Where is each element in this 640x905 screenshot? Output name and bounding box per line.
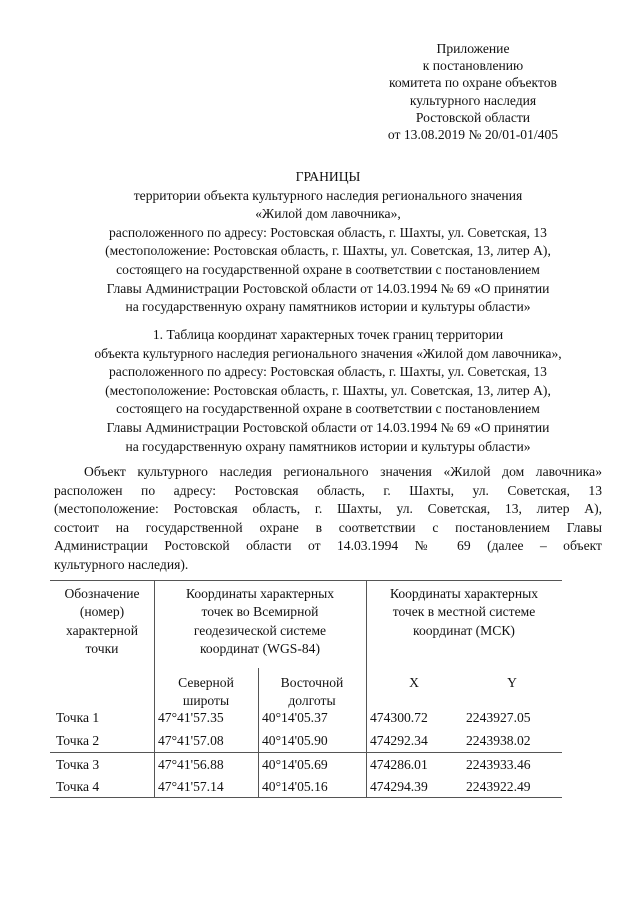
page-title: ГРАНИЦЫ (295, 169, 361, 184)
header-text: Обозначение (64, 586, 140, 601)
paragraph-line: состоит на государственной охране в соответствии с постановлением Главы (54, 519, 602, 535)
header-text: Y (507, 675, 517, 690)
cell-north: 47°41'57.35 (158, 710, 224, 725)
cell-east: 40°14'05.16 (262, 779, 328, 794)
header-text: геодезической системе (193, 622, 327, 638)
title-line: Главы Администрации Ростовской области от 14.03.1994 № 69 «О принятии (106, 280, 550, 296)
paragraph-line: Объект культурного наследия регионального значения «Жилой дом лавочника» (84, 464, 602, 479)
appendix-header (358, 40, 588, 143)
appendix-line: культурного наследия (409, 92, 537, 108)
title-line: расположенного по адресу: Ростовская область, г. Шахты, ул. Советская, 13 (109, 224, 547, 240)
cell-point: Точка 4 (56, 779, 100, 794)
title-line: состоящего на государственной охране в соответствии с постановлением (116, 261, 540, 277)
cell-north: 47°41'57.14 (158, 779, 224, 794)
header-text: широты (182, 693, 230, 709)
header-x (366, 674, 462, 692)
cell-y: 2243938.02 (466, 733, 531, 748)
table-title-line: (местоположение: Ростовская область, г. Шахты, ул. Советская, 13, литер А), (105, 382, 551, 398)
description-paragraph (54, 463, 602, 575)
paragraph-line: Администрации Ростовской области от 14.03.1994 № 69 (далее – объект (54, 538, 602, 554)
table-top-border (50, 580, 562, 581)
cell-north: 47°41'56.88 (158, 757, 224, 772)
appendix-line: к постановлению (422, 58, 524, 74)
table-title-line: 1. Таблица координат характерных точек границ территории (152, 327, 504, 342)
table-title-block (54, 326, 602, 456)
paragraph-line: (местоположение: Ростовская область, г. Шахты, ул. Советская, 13, литер А), (54, 501, 602, 517)
cell-y: 2243933.46 (466, 757, 531, 772)
cell-east: 40°14'05.90 (262, 733, 328, 748)
cell-x: 474294.39 (370, 779, 428, 794)
header-north-latitude (154, 674, 258, 711)
paragraph-line: культурного наследия). (54, 556, 189, 572)
header-wgs84 (154, 585, 366, 659)
header-msk (366, 585, 562, 640)
appendix-line: комитета по охране объектов (389, 75, 557, 91)
header-y (462, 674, 562, 692)
header-text: точек во Всемирной (201, 604, 319, 620)
header-text: координат (МСК) (413, 622, 515, 638)
header-text: Координаты характерных (389, 586, 539, 601)
cell-north: 47°41'57.08 (158, 733, 224, 748)
cell-east: 40°14'05.37 (262, 710, 328, 725)
cell-x: 474300.72 (370, 710, 428, 725)
cell-point: Точка 1 (56, 710, 100, 725)
cell-point: Точка 2 (56, 733, 100, 748)
appendix-line: от 13.08.2019 № 20/01-01/405 (387, 127, 559, 143)
table-title-line: состоящего на государственной охране в соответствии с постановлением (116, 401, 540, 417)
header-point-designation (50, 585, 154, 659)
table-title-line: Главы Администрации Ростовской области от 14.03.1994 № 69 «О принятии (106, 419, 550, 435)
header-text: характерной (65, 622, 139, 638)
title-line: на государственную охрану памятников истории и культуры области» (125, 299, 531, 315)
cell-y: 2243922.49 (466, 779, 531, 794)
cell-y: 2243927.05 (466, 710, 531, 725)
header-text: долготы (288, 693, 336, 709)
header-east-longitude (258, 674, 366, 711)
header-text: координат (WGS-84) (200, 641, 320, 657)
cell-x: 474286.01 (370, 757, 428, 772)
header-text: Северной (178, 675, 234, 690)
appendix-line: Приложение (436, 41, 510, 56)
cell-east: 40°14'05.69 (262, 757, 328, 772)
table-row-divider (50, 752, 562, 753)
cell-point: Точка 3 (56, 757, 100, 772)
table-title-line: объекта культурного наследия регионального значения «Жилой дом лавочника», (94, 345, 562, 361)
header-text: X (409, 675, 419, 690)
title-line: территории объекта культурного наследия регионального значения (133, 187, 523, 203)
table-bottom-border (50, 797, 562, 798)
cell-x: 474292.34 (370, 733, 428, 748)
appendix-line: Ростовской области (415, 109, 531, 125)
title-line: «Жилой дом лавочника», (255, 206, 401, 222)
table-title-line: на государственную охрану памятников истории и культуры области» (125, 438, 531, 454)
header-text: точек в местной системе (392, 604, 536, 620)
header-text: Восточной (280, 675, 344, 690)
table-title-line: расположенного по адресу: Ростовская область, г. Шахты, ул. Советская, 13 (109, 364, 547, 380)
header-text: точки (85, 641, 119, 657)
header-text: (номер) (79, 604, 125, 620)
header-text: Координаты характерных (185, 586, 335, 601)
paragraph-line: расположен по адресу: Ростовская область, г. Шахты, ул. Советская, 13 (54, 482, 602, 498)
title-line: (местоположение: Ростовская область, г. Шахты, ул. Советская, 13, литер А), (105, 243, 551, 259)
title-block (54, 168, 602, 317)
